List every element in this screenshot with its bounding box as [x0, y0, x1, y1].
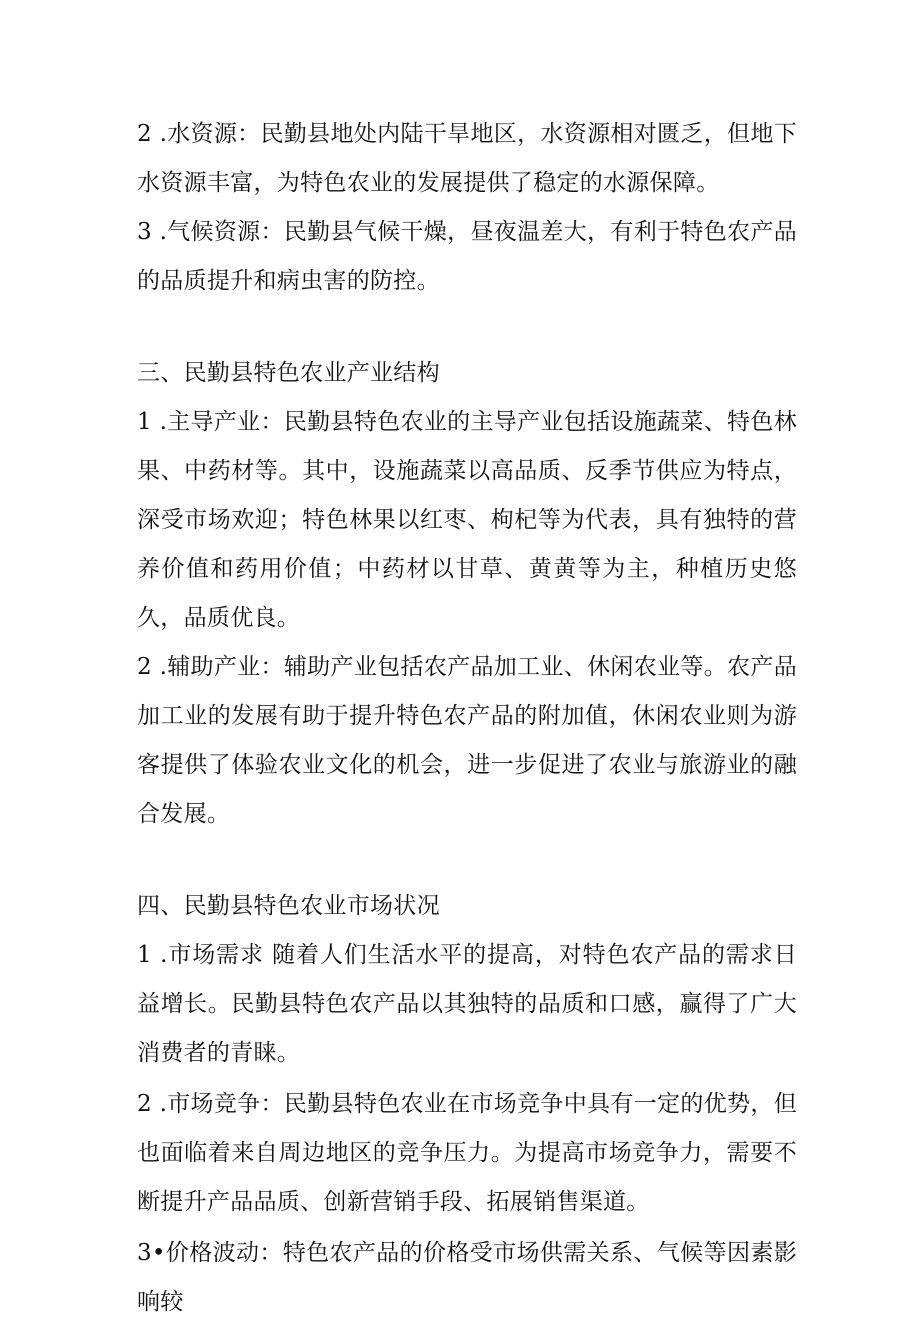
paragraph-water-resources: 2 .水资源：民勤县地处内陆干旱地区，水资源相对匮乏，但地下水资源丰富，为特色农业的发展提供了稳定的水源保障。	[137, 121, 797, 196]
paragraph-market-competition: 2 .市场竞争：民勤县特色农业在市场竞争中具有一定的优势，但也面临着来自周边地区的竞争压力。为提高市场竞争力，需要不断提升产品品质、创新营销手段、拓展销售渠道。	[137, 1091, 797, 1215]
paragraph-auxiliary-industry: 2 .辅助产业：辅助产业包括农产品加工业、休闲农业等。农产品加工业的发展有助于提升特色农产品的附加值，休闲农业则为游客提供了体验农业文化的机会，进一步促进了农业与旅游业的融合发展。	[137, 654, 797, 827]
paragraph-climate-resources: 3 .气候资源：民勤县气候干燥，昼夜温差大，有利于特色农产品的品质提升和病虫害的防控。	[137, 219, 797, 294]
paragraph-market-demand: 1 .市场需求 随着人们生活水平的提高，对特色农产品的需求日益增长。民勤县特色农产品以其独特的品质和口感，赢得了广大消费者的青睐。	[137, 942, 797, 1066]
section-heading-industry-structure: 三、民勤县特色农业产业结构	[137, 360, 440, 386]
section-heading-market-status: 四、民勤县特色农业市场状况	[137, 893, 440, 919]
document-body	[137, 110, 797, 1327]
paragraph-leading-industry: 1 .主导产业：民勤县特色农业的主导产业包括设施蔬菜、特色林果、中药材等。其中，设施蔬菜以高品质、反季节供应为特点，深受市场欢迎；特色林果以红枣、枸杞等为代表，具有独特的营养价值和药用价值；中药材以甘草、黄黄等为主，种植历史悠久，品质优良。	[137, 409, 797, 631]
paragraph-price-fluctuation: 3•价格波动：特色农产品的价格受市场供需关系、气候等因素影响较	[137, 1240, 797, 1315]
